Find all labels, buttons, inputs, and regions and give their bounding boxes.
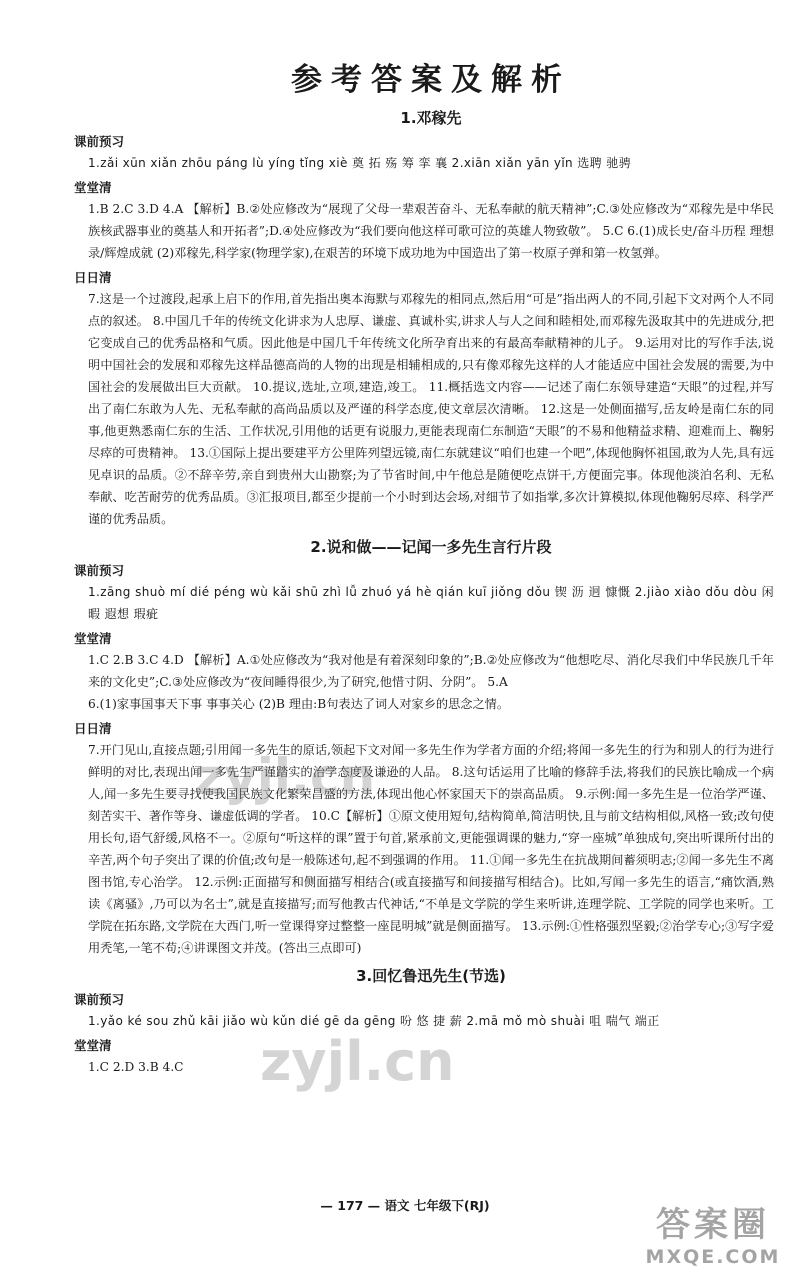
label-preview: 课前预习 xyxy=(74,992,125,1007)
chapter-title-2: 2.说和做——记闻一多先生言行片段 xyxy=(310,538,552,556)
answer-page xyxy=(74,50,774,1078)
logo-domain: MXQE.COM xyxy=(645,1246,781,1268)
label-in-class: 堂堂清 xyxy=(74,631,112,646)
site-logo xyxy=(628,1205,798,1277)
label-in-class: 堂堂清 xyxy=(74,1038,112,1053)
section-1 xyxy=(74,107,774,530)
chapter-title-3: 3.回忆鲁迅先生(节选) xyxy=(356,967,506,985)
label-daily: 日日清 xyxy=(74,721,112,736)
section-2 xyxy=(74,536,774,959)
page-title: 参考答案及解析 xyxy=(291,62,571,98)
answer-paragraph: 6.(1)家事国事天下事 事事关心 (2)B 理由:B句表达了词人对家乡的思念之情。 xyxy=(88,697,510,711)
watermark: zyjl.cn xyxy=(195,748,376,806)
page-footer: — 177 — 语文 七年级下(RJ) xyxy=(320,1198,490,1213)
watermark: zyjl.cn xyxy=(260,1030,455,1093)
label-preview: 课前预习 xyxy=(74,134,125,149)
answer-paragraph: 1.C 2.B 3.C 4.D 【解析】A.①处应修改为“我对他是有着深刻印象的”;B.②处应修改为“他想吃尽、消化尽我们中华民族几千年来的文化史”;C.③处应修改为“夜间睡得很少,为了研究,他惜寸阴、分阴”。 5.A xyxy=(88,653,774,689)
answer-paragraph: 1.B 2.C 3.D 4.A 【解析】B.②处应修改为“展现了父母一辈艰苦奋斗、无私奉献的航天精神”;C.③处应修改为“邓稼先是中华民族核武器事业的奠基人和开拓者”;D.④处应修改为“我们要向他这样可歌可泣的英雄人物致敬”。 5.C 6.(1)成长史/奋斗历程 理想录/辉煌成就 (2)邓稼先,科学家(物理学家),在艰苦的环境下成功地为中国造出了第一枚原子弹和第一枚氢弹。 xyxy=(88,202,774,260)
answer-paragraph: 7.开门见山,直接点题;引用闻一多先生的原话,领起下文对闻一多先生作为学者方面的介绍;将闻一多先生的行为和别人的行为进行鲜明的对比,表现出闻一多先生严谨踏实的治学态度及谦逊的人品。 8.这句话运用了比喻的修辞手法,将我们的民族比喻成一个病人,闻一多先生要寻找使我国民族文化繁荣昌盛的方法,体现出他心怀家国天下的崇高品质。 9.示例:闻一多先生是一位治学严谨、刻苦实干、著作等身、谦虚低调的学者。 10.C【解析】①原文使用短句,结构简单,简洁明快,且与前文结构相似,风格一致;改句使用长句,语气舒缓,风格不一。②原句“听这样的课”置于句首,紧承前文,更能强调课的魅力,“穿一座城”单独成句,突出听课所付出的辛苦,两个句子突出了课的价值;改句是一般陈述句,起不到强调的作用。 11.①闻一多先生在抗战期间蓄须明志;②闻一多先生不离图书馆,专心治学。 12.示例:正面描写和侧面描写相结合(或直接描写和间接描写相结合)。比如,写闻一多先生的语言,“痛饮酒,熟读《离骚》,乃可以为名士”,就是直接描写;而写他教古代神话,“不单是文学院的学生来听讲,连理学院、工学院的同学也来听。工学院在拓东路,文学院在大西门,听一堂课得穿过整整一座昆明城”就是侧面描写。 13.示例:①性格强烈坚毅;②治学专心;③写字爱用秃笔,一笔不苟;④讲课图文并茂。(答出三点即可) xyxy=(88,743,774,955)
section-3 xyxy=(74,965,774,1078)
answer-paragraph: 1.C 2.D 3.B 4.C xyxy=(88,1060,184,1074)
answer-paragraph: 1.yǎo ké sou zhǔ kāi jiǎo wù kǔn dié gē da gēng 吩 悠 捷 薪 2.mā mǒ mò shuài 咀 喘气 端正 xyxy=(88,1014,660,1028)
answer-paragraph: 7.这是一个过渡段,起承上启下的作用,首先指出奥本海默与邓稼先的相同点,然后用“可是”指出两人的不同,引起下文对两个人不同点的叙述。 8.中国几千年的传统文化讲求为人忠厚、谦虚、真诚朴实,讲求人与人之间和睦相处,而邓稼先汲取其中的先进成分,把它变成自己的优秀品格和气质。因此他是中国几千年传统文化所孕育出来的有最高奉献精神的儿子。 9.运用对比的写作手法,说明中国社会的发展和邓稼先这样品德高尚的人物的出现是相辅相成的,只有像邓稼先这样的人才能适应中国社会发展的需要,为中国社会的发展做出巨大贡献。 10.提议,选址,立项,建造,竣工。 11.概括选文内容——记述了南仁东领导建造“天眼”的过程,并写出了南仁东敢为人先、无私奉献的高尚品质以及严谨的科学态度,使文章层次清晰。 12.这是一处侧面描写,岳友岭是南仁东的同事,他更熟悉南仁东的生活、工作状况,引用他的话更有说服力,更能表现南仁东制造“天眼”的不易和他精益求精、迎难而上、鞠躬尽瘁的可贵精神。 13.①国际上提出要建平方公里阵列望远镜,南仁东就建议“咱们也建一个吧”,体现他胸怀祖国,敢为人先,具有远见卓识的品质。②不辞辛劳,亲自到贵州大山勘察;为了节省时间,中午他总是随便吃点饼干,方便面完事。体现他淡泊名利、无私奉献、吃苦耐劳的优秀品质。③汇报项目,都至少提前一个小时到达会场,对细节了如指掌,多次计算模拟,体现他鞠躬尽瘁、科学严谨的优秀品质。 xyxy=(88,292,774,526)
chapter-title-1: 1.邓稼先 xyxy=(400,109,462,127)
label-preview: 课前预习 xyxy=(74,563,125,578)
label-in-class: 堂堂清 xyxy=(74,180,112,195)
label-daily: 日日清 xyxy=(74,270,112,285)
logo-text: 答案圈 xyxy=(656,1205,770,1245)
answer-paragraph: 1.zāng shuò mí dié péng wù kǎi shū zhì lǚ zhuó yá hè qián kuī jiǒng dǒu 锲 沥 迥 慷慨 2.jiào xiào dǒu dòu 闲暇 遐想 瑕疵 xyxy=(88,585,774,621)
answer-paragraph: 1.zǎi xūn xiǎn zhōu páng lù yíng tǐng xiè 奠 拓 殇 筹 挛 襄 2.xiān xiǎn yān yǐn 选聘 驰骋 xyxy=(88,156,632,170)
